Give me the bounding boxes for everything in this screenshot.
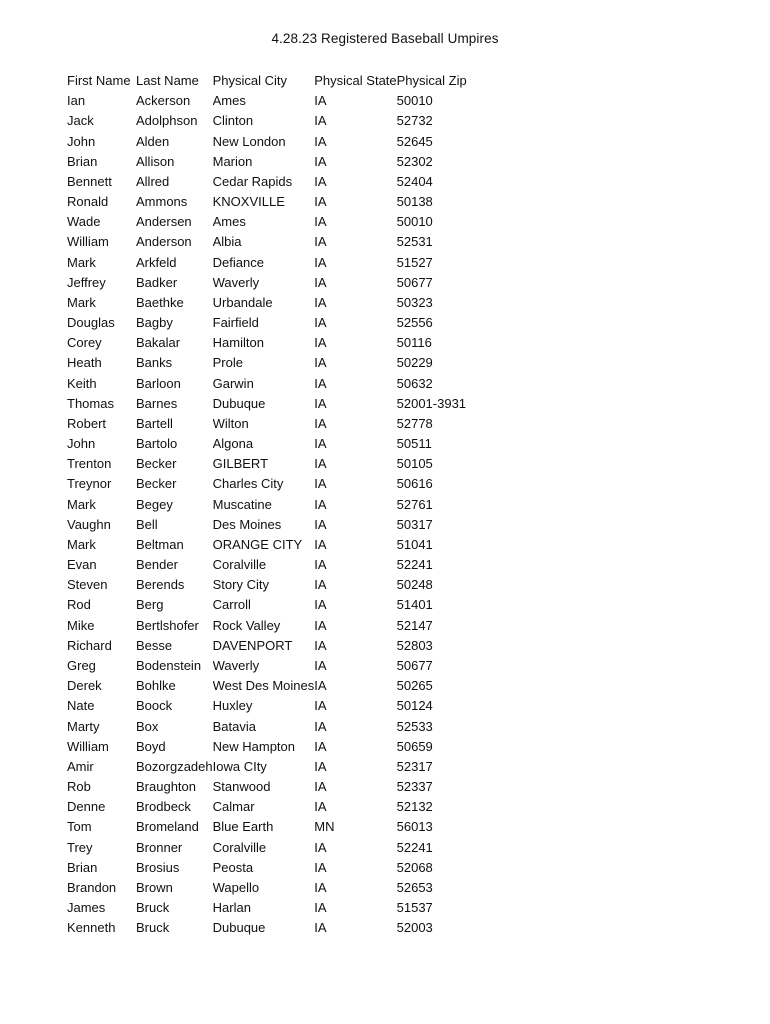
cell-physical-zip: 50248 — [396, 577, 433, 593]
cell-first-name: Thomas — [67, 395, 114, 411]
cell-first-name: Mark — [67, 294, 96, 310]
cell-physical-zip: 52653 — [396, 879, 433, 895]
cell-physical-state: IA — [314, 738, 327, 754]
header-last-name: Last Name — [136, 73, 199, 88]
cell-physical-state: IA — [314, 294, 327, 310]
table-row — [67, 172, 497, 192]
cell-physical-state: IA — [314, 113, 327, 129]
cell-physical-state: IA — [314, 335, 327, 351]
cell-physical-zip: 51401 — [396, 597, 433, 613]
cell-physical-state: IA — [314, 173, 327, 189]
cell-last-name: Barnes — [136, 395, 178, 411]
cell-last-name: Berends — [136, 577, 185, 593]
cell-first-name: William — [67, 234, 109, 250]
cell-first-name: Kenneth — [67, 920, 116, 936]
cell-physical-zip: 50116 — [396, 335, 432, 351]
cell-physical-state: IA — [314, 577, 327, 593]
table-row — [67, 374, 497, 394]
cell-physical-state: IA — [314, 557, 327, 573]
table-row — [67, 817, 497, 837]
cell-last-name: Brown — [136, 879, 173, 895]
cell-physical-zip: 52317 — [396, 758, 433, 774]
cell-physical-state: IA — [314, 234, 327, 250]
cell-physical-city: Algona — [212, 436, 254, 452]
cell-last-name: Bakalar — [136, 335, 181, 351]
cell-physical-city: Batavia — [212, 718, 256, 734]
cell-first-name: Corey — [67, 335, 102, 351]
cell-last-name: Allison — [136, 153, 175, 169]
cell-first-name: Douglas — [67, 315, 115, 331]
cell-physical-city: Waverly — [212, 657, 260, 673]
cell-physical-state: IA — [314, 415, 327, 431]
cell-first-name: Trenton — [67, 456, 112, 472]
table-row — [67, 878, 497, 898]
cell-physical-state: IA — [314, 315, 327, 331]
table-row — [67, 152, 497, 172]
cell-last-name: Bruck — [136, 920, 170, 936]
cell-physical-city: Story City — [212, 577, 269, 593]
cell-first-name: James — [67, 900, 106, 916]
cell-physical-state: IA — [314, 900, 327, 916]
table-row — [67, 232, 497, 252]
cell-first-name: Amir — [67, 758, 94, 774]
cell-physical-state: IA — [314, 637, 327, 653]
cell-first-name: Brandon — [67, 879, 117, 895]
table-row — [67, 636, 497, 656]
table-row — [67, 858, 497, 878]
cell-physical-state: IA — [314, 617, 327, 633]
cell-physical-zip: 50229 — [396, 355, 433, 371]
cell-last-name: Anderson — [136, 234, 192, 250]
table-row — [67, 717, 497, 737]
cell-physical-zip: 52003 — [396, 920, 433, 936]
cell-physical-zip: 52132 — [396, 799, 433, 815]
cell-last-name: Allred — [136, 173, 170, 189]
header-physical-state: Physical State — [314, 73, 397, 88]
cell-first-name: Mark — [67, 496, 96, 512]
cell-physical-city: Calmar — [212, 799, 255, 815]
cell-physical-state: IA — [314, 859, 327, 875]
table-row — [67, 918, 497, 938]
cell-last-name: Badker — [136, 274, 178, 290]
table-row — [67, 353, 497, 373]
cell-physical-zip: 50010 — [396, 93, 433, 109]
cell-physical-state: IA — [314, 536, 327, 552]
cell-physical-city: Defiance — [212, 254, 264, 270]
table-row — [67, 696, 497, 716]
cell-last-name: Boyd — [136, 738, 166, 754]
cell-first-name: Rob — [67, 779, 91, 795]
table-row — [67, 616, 497, 636]
table-row — [67, 212, 497, 232]
cell-physical-zip: 52732 — [396, 113, 433, 129]
cell-last-name: Becker — [136, 476, 177, 492]
cell-physical-state: IA — [314, 779, 327, 795]
table-row — [67, 838, 497, 858]
cell-first-name: Nate — [67, 698, 95, 714]
cell-physical-state: IA — [314, 879, 327, 895]
cell-physical-zip: 52404 — [396, 173, 433, 189]
cell-last-name: Besse — [136, 637, 173, 653]
cell-physical-city: Ames — [212, 214, 246, 230]
cell-physical-state: IA — [314, 274, 327, 290]
cell-physical-zip: 52556 — [396, 315, 433, 331]
cell-physical-zip: 50511 — [396, 436, 432, 452]
cell-physical-city: New London — [212, 133, 286, 149]
cell-physical-state: IA — [314, 395, 327, 411]
cell-physical-state: IA — [314, 597, 327, 613]
cell-physical-city: DAVENPORT — [212, 637, 293, 653]
cell-last-name: Bender — [136, 557, 178, 573]
cell-first-name: Derek — [67, 678, 102, 694]
cell-last-name: Andersen — [136, 214, 192, 230]
cell-first-name: Vaughn — [67, 516, 111, 532]
cell-last-name: Bruck — [136, 900, 170, 916]
table-row — [67, 192, 497, 212]
table-row — [67, 111, 497, 131]
table-body — [67, 91, 497, 938]
cell-physical-city: Coralville — [212, 839, 267, 855]
cell-physical-state: IA — [314, 839, 327, 855]
cell-physical-zip: 51041 — [396, 536, 433, 552]
cell-first-name: Jack — [67, 113, 94, 129]
cell-last-name: Banks — [136, 355, 173, 371]
cell-first-name: Jeffrey — [67, 274, 106, 290]
cell-physical-zip: 52533 — [396, 718, 433, 734]
cell-first-name: Treynor — [67, 476, 112, 492]
cell-physical-city: Clinton — [212, 113, 254, 129]
table-row — [67, 898, 497, 918]
cell-physical-city: Dubuque — [212, 395, 266, 411]
cell-first-name: Wade — [67, 214, 101, 230]
cell-first-name: Heath — [67, 355, 102, 371]
cell-physical-city: Urbandale — [212, 294, 273, 310]
cell-physical-zip: 51537 — [396, 900, 433, 916]
cell-last-name: Bohlke — [136, 678, 176, 694]
table-row — [67, 293, 497, 313]
cell-physical-city: Blue Earth — [212, 819, 274, 835]
cell-physical-state: IA — [314, 476, 327, 492]
cell-physical-city: Garwin — [212, 375, 254, 391]
cell-physical-city: Prole — [212, 355, 243, 371]
cell-physical-city: KNOXVILLE — [212, 194, 285, 210]
cell-physical-state: IA — [314, 799, 327, 815]
table-row — [67, 555, 497, 575]
cell-physical-zip: 52761 — [396, 496, 433, 512]
cell-first-name: Ronald — [67, 194, 109, 210]
cell-physical-zip: 52068 — [396, 859, 433, 875]
cell-physical-city: Wilton — [212, 415, 249, 431]
cell-physical-zip: 56013 — [396, 819, 433, 835]
cell-last-name: Bodenstein — [136, 657, 202, 673]
table-row — [67, 515, 497, 535]
cell-last-name: Barloon — [136, 375, 181, 391]
header-row — [67, 71, 497, 91]
cell-physical-zip: 50677 — [396, 274, 433, 290]
cell-first-name: John — [67, 436, 96, 452]
table-row — [67, 797, 497, 817]
umpire-table — [67, 71, 497, 938]
cell-physical-zip: 50632 — [396, 375, 433, 391]
cell-physical-state: IA — [314, 920, 327, 936]
cell-physical-state: IA — [314, 214, 327, 230]
cell-physical-state: IA — [314, 153, 327, 169]
cell-physical-city: Waverly — [212, 274, 260, 290]
cell-first-name: William — [67, 738, 109, 754]
table-row — [67, 132, 497, 152]
cell-first-name: Mark — [67, 254, 96, 270]
cell-first-name: Richard — [67, 637, 112, 653]
cell-physical-city: Albia — [212, 234, 242, 250]
cell-last-name: Bertlshofer — [136, 617, 199, 633]
cell-physical-city: Stanwood — [212, 779, 271, 795]
table-row — [67, 253, 497, 273]
cell-physical-state: IA — [314, 698, 327, 714]
cell-physical-state: IA — [314, 516, 327, 532]
cell-physical-city: Charles City — [212, 476, 284, 492]
cell-physical-zip: 52645 — [396, 133, 433, 149]
cell-physical-state: MN — [314, 819, 335, 835]
cell-last-name: Arkfeld — [136, 254, 177, 270]
table-row — [67, 91, 497, 111]
table-row — [67, 757, 497, 777]
cell-physical-city: Harlan — [212, 900, 251, 916]
cell-last-name: Boock — [136, 698, 173, 714]
cell-physical-zip: 52241 — [396, 839, 433, 855]
cell-physical-zip: 52337 — [396, 779, 433, 795]
cell-physical-state: IA — [314, 194, 327, 210]
cell-first-name: Tom — [67, 819, 92, 835]
cell-physical-city: Ames — [212, 93, 246, 109]
table-row — [67, 676, 497, 696]
cell-physical-state: IA — [314, 133, 327, 149]
cell-last-name: Berg — [136, 597, 164, 613]
cell-physical-zip: 52531 — [396, 234, 433, 250]
table-row — [67, 414, 497, 434]
cell-last-name: Begey — [136, 496, 173, 512]
page-title: 4.28.23 Registered Baseball Umpires — [271, 31, 499, 46]
table-row — [67, 737, 497, 757]
cell-physical-zip: 50616 — [396, 476, 433, 492]
cell-physical-city: Des Moines — [212, 516, 282, 532]
cell-first-name: Keith — [67, 375, 97, 391]
cell-last-name: Brodbeck — [136, 799, 191, 815]
cell-last-name: Beltman — [136, 536, 184, 552]
cell-physical-zip: 51527 — [396, 254, 433, 270]
cell-first-name: Brian — [67, 153, 98, 169]
cell-last-name: Ackerson — [136, 93, 191, 109]
cell-physical-zip: 50138 — [396, 194, 433, 210]
cell-last-name: Braughton — [136, 779, 196, 795]
cell-physical-zip: 52803 — [396, 637, 433, 653]
cell-physical-state: IA — [314, 436, 327, 452]
cell-last-name: Bartell — [136, 415, 173, 431]
cell-physical-state: IA — [314, 355, 327, 371]
table-row — [67, 575, 497, 595]
cell-last-name: Brosius — [136, 859, 180, 875]
cell-physical-state: IA — [314, 718, 327, 734]
cell-physical-zip: 52778 — [396, 415, 433, 431]
cell-last-name: Ammons — [136, 194, 188, 210]
cell-first-name: Greg — [67, 657, 96, 673]
cell-last-name: Bartolo — [136, 436, 178, 452]
cell-last-name: Bromeland — [136, 819, 199, 835]
cell-physical-zip: 50677 — [396, 657, 433, 673]
cell-physical-city: New Hampton — [212, 738, 295, 754]
cell-first-name: Trey — [67, 839, 93, 855]
cell-physical-city: GILBERT — [212, 456, 269, 472]
cell-last-name: Alden — [136, 133, 170, 149]
cell-first-name: Marty — [67, 718, 100, 734]
table-row — [67, 313, 497, 333]
table-row — [67, 595, 497, 615]
cell-last-name: Becker — [136, 456, 177, 472]
cell-physical-city: ORANGE CITY — [212, 536, 303, 552]
table-row — [67, 777, 497, 797]
cell-physical-city: Coralville — [212, 557, 267, 573]
cell-last-name: Bell — [136, 516, 158, 532]
table-row — [67, 454, 497, 474]
cell-last-name: Box — [136, 718, 159, 734]
cell-physical-state: IA — [314, 93, 327, 109]
table-row — [67, 535, 497, 555]
cell-physical-zip: 50105 — [396, 456, 433, 472]
cell-first-name: Denne — [67, 799, 106, 815]
table-row — [67, 434, 497, 454]
header-physical-zip: Physical Zip — [396, 73, 467, 88]
cell-first-name: Brian — [67, 859, 98, 875]
header-first-name: First Name — [67, 73, 131, 88]
cell-physical-zip: 52001-3931 — [396, 395, 467, 411]
cell-physical-state: IA — [314, 456, 327, 472]
table-row — [67, 474, 497, 494]
cell-last-name: Baethke — [136, 294, 184, 310]
cell-physical-city: Huxley — [212, 698, 253, 714]
cell-physical-city: Marion — [212, 153, 253, 169]
cell-physical-zip: 50010 — [396, 214, 433, 230]
cell-physical-city: Dubuque — [212, 920, 266, 936]
cell-last-name: Bagby — [136, 315, 173, 331]
table-row — [67, 333, 497, 353]
table-row — [67, 273, 497, 293]
cell-physical-state: IA — [314, 657, 327, 673]
cell-physical-city: Rock Valley — [212, 617, 281, 633]
cell-physical-zip: 52302 — [396, 153, 433, 169]
cell-physical-zip: 52241 — [396, 557, 433, 573]
cell-first-name: Rod — [67, 597, 91, 613]
cell-physical-zip: 50659 — [396, 738, 433, 754]
cell-first-name: Ian — [67, 93, 86, 109]
cell-physical-zip: 52147 — [396, 617, 433, 633]
cell-physical-city: West Des Moines — [212, 678, 315, 694]
table-row — [67, 656, 497, 676]
header-physical-city: Physical City — [212, 73, 288, 88]
table-row — [67, 495, 497, 515]
cell-first-name: Steven — [67, 577, 108, 593]
cell-last-name: Adolphson — [136, 113, 198, 129]
cell-physical-state: IA — [314, 496, 327, 512]
cell-physical-state: IA — [314, 678, 327, 694]
table-row — [67, 394, 497, 414]
cell-first-name: Bennett — [67, 173, 112, 189]
cell-first-name: Mark — [67, 536, 96, 552]
cell-physical-zip: 50124 — [396, 698, 433, 714]
table-header — [67, 71, 497, 91]
cell-physical-city: Fairfield — [212, 315, 259, 331]
cell-first-name: Robert — [67, 415, 107, 431]
cell-first-name: John — [67, 133, 96, 149]
cell-physical-city: Iowa CIty — [212, 758, 267, 774]
cell-physical-city: Carroll — [212, 597, 251, 613]
cell-physical-zip: 50323 — [396, 294, 433, 310]
cell-first-name: Mike — [67, 617, 95, 633]
cell-physical-zip: 50265 — [396, 678, 433, 694]
cell-last-name: Bozorgzadeh — [136, 758, 213, 774]
cell-physical-state: IA — [314, 758, 327, 774]
cell-physical-city: Wapello — [212, 879, 260, 895]
cell-physical-city: Cedar Rapids — [212, 173, 293, 189]
cell-physical-city: Muscatine — [212, 496, 272, 512]
cell-physical-state: IA — [314, 254, 327, 270]
cell-physical-zip: 50317 — [396, 516, 433, 532]
cell-physical-state: IA — [314, 375, 327, 391]
cell-first-name: Evan — [67, 557, 97, 573]
cell-physical-city: Peosta — [212, 859, 254, 875]
cell-physical-city: Hamilton — [212, 335, 264, 351]
cell-last-name: Bronner — [136, 839, 183, 855]
